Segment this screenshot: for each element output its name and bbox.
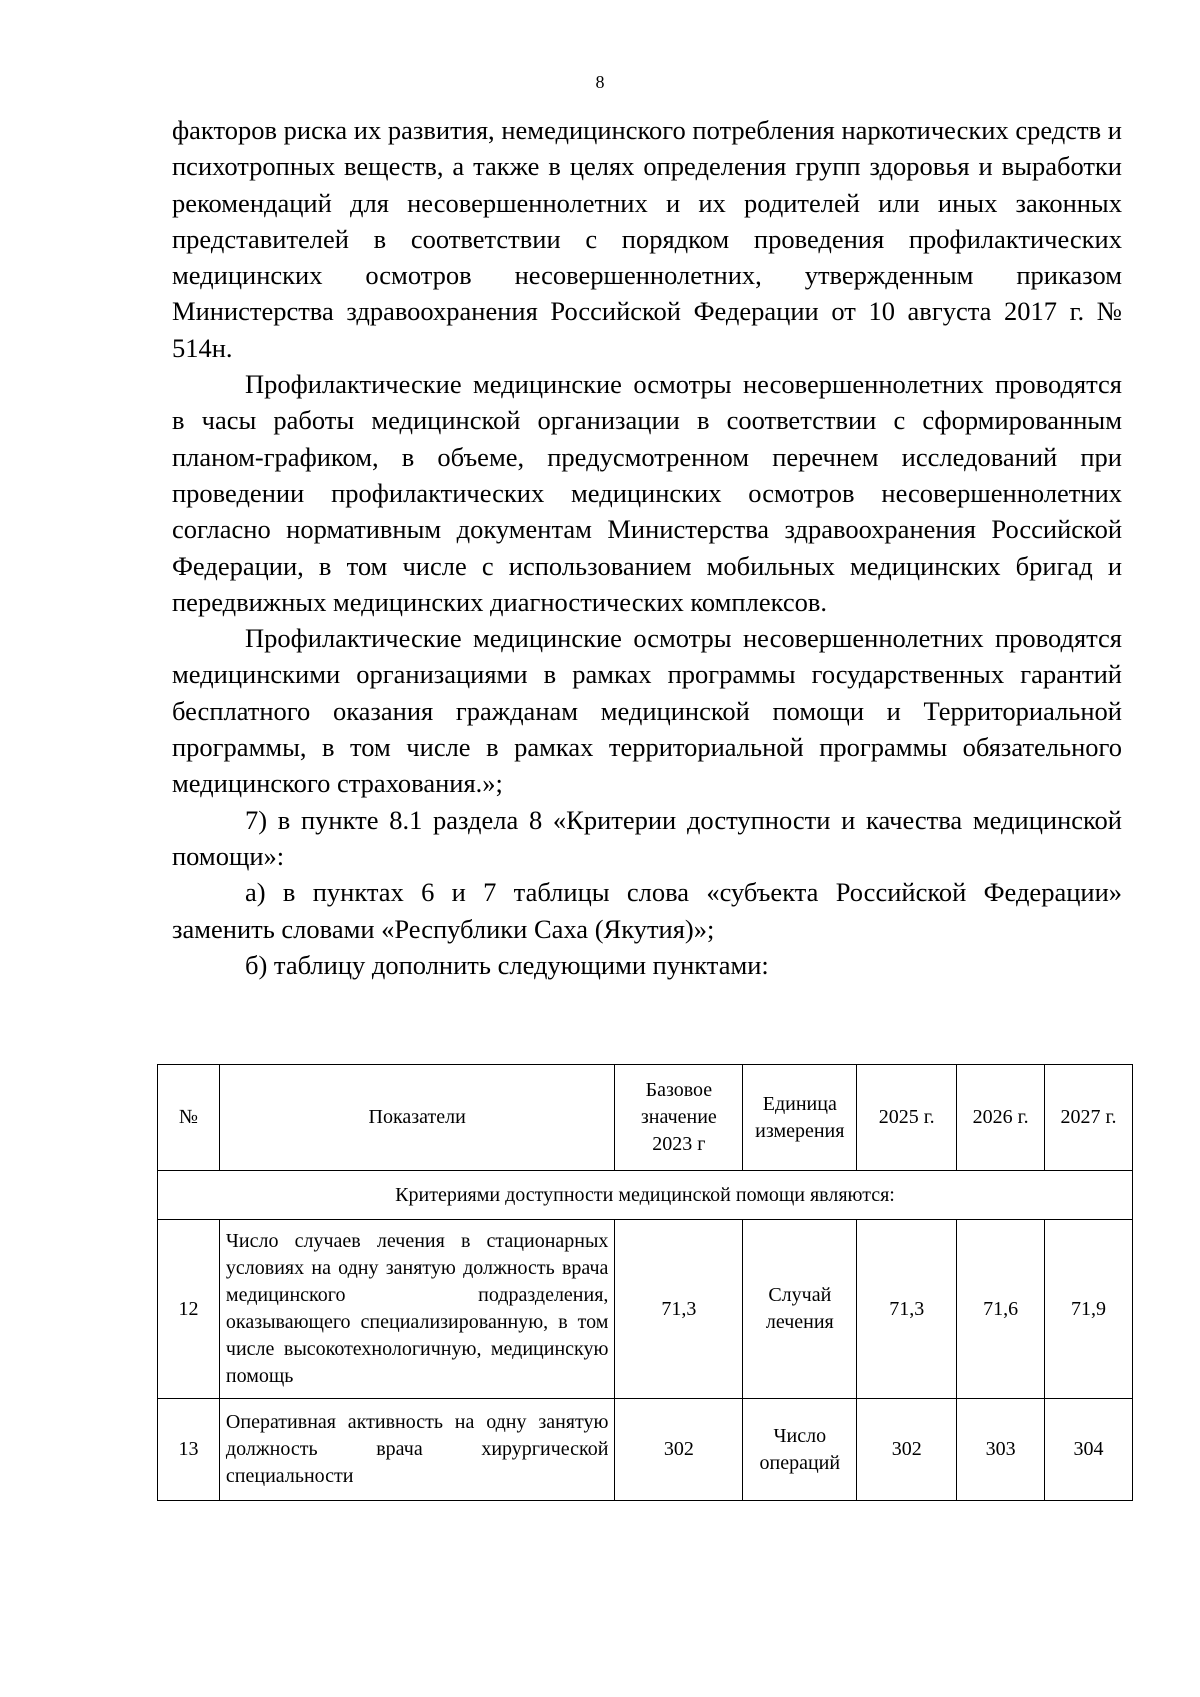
row-base: 71,3 [615,1220,743,1399]
paragraph: Профилактические медицинские осмотры несовершеннолетних проводятся медицинскими организациями в рамках программы государственных гарантий бесплатного оказания гражданам медицинской помощи и Территориальной программы, в том числе в рамках территориальной программы обязательного медицинского страхования.»; [172,623,1122,799]
paragraph: Профилактические медицинские осмотры несовершеннолетних проводятся в часы работы медицинской организации в соответствии с сформированным планом-графиком, в объеме, предусмотренном перечнем исследований при проведении профилактических медицинских осмотров несовершеннолетних согласно нормативным документам Министерства здравоохранения Российской Федерации, в том числе с использованием мобильных медицинских бригад и передвижных медицинских диагностических комплексов. [172,369,1122,617]
table-row [158,1220,1133,1399]
page-number: 8 [595,72,605,92]
paragraph: а) в пунктах 6 и 7 таблицы слова «субъекта Российской Федерации» заменить словами «Республики Саха (Якутия)»; [172,877,1122,944]
paragraph: факторов риска их развития, немедицинского потребления наркотических средств и психотропных веществ, а также в целях определения групп здоровья и выработки рекомендаций для несовершеннолетних и их родителей или иных законных представителей в соответствии с порядком проведения профилактических медицинских осмотров несовершеннолетних, утвержденным приказом Министерства здравоохранения Российской Федерации от 10 августа 2017 г. № 514н. [172,115,1122,363]
row-num: 12 [158,1220,220,1399]
table-row [158,1399,1133,1501]
header-base: Базовое значение 2023 г [615,1065,743,1171]
header-indicator: Показатели [219,1065,615,1171]
header-num: № [158,1065,220,1171]
paragraph: 7) в пункте 8.1 раздела 8 «Критерии доступности и качества медицинской помощи»: [172,804,1122,871]
header-unit: Единица измерения [743,1065,857,1171]
row-2025: 302 [857,1399,957,1501]
table-header-row [158,1065,1133,1171]
header-2025: 2025 г. [857,1065,957,1171]
row-unit: Случай лечения [743,1220,857,1399]
row-base: 302 [615,1399,743,1501]
table-section-row [158,1171,1133,1220]
indicators-table [157,1064,1133,1501]
row-num: 13 [158,1399,220,1501]
row-2027: 304 [1045,1399,1133,1501]
header-2027: 2027 г. [1045,1065,1133,1171]
row-2027: 71,9 [1045,1220,1133,1399]
row-2026: 71,6 [957,1220,1045,1399]
paragraph: б) таблицу дополнить следующими пунктами: [245,949,769,980]
row-indicator: Число случаев лечения в стационарных условиях на одну занятую должность врача медицинского подразделения, оказывающего специализированную, в том числе высокотехнологичную, медицинскую помощь [219,1220,615,1399]
body-text [172,112,1122,983]
row-unit: Число операций [743,1399,857,1501]
section-title: Критериями доступности медицинской помощи являются: [158,1171,1133,1220]
row-indicator: Оперативная активность на одну занятую должность врача хирургической специальности [219,1399,615,1501]
header-2026: 2026 г. [957,1065,1045,1171]
row-2025: 71,3 [857,1220,957,1399]
row-2026: 303 [957,1399,1045,1501]
